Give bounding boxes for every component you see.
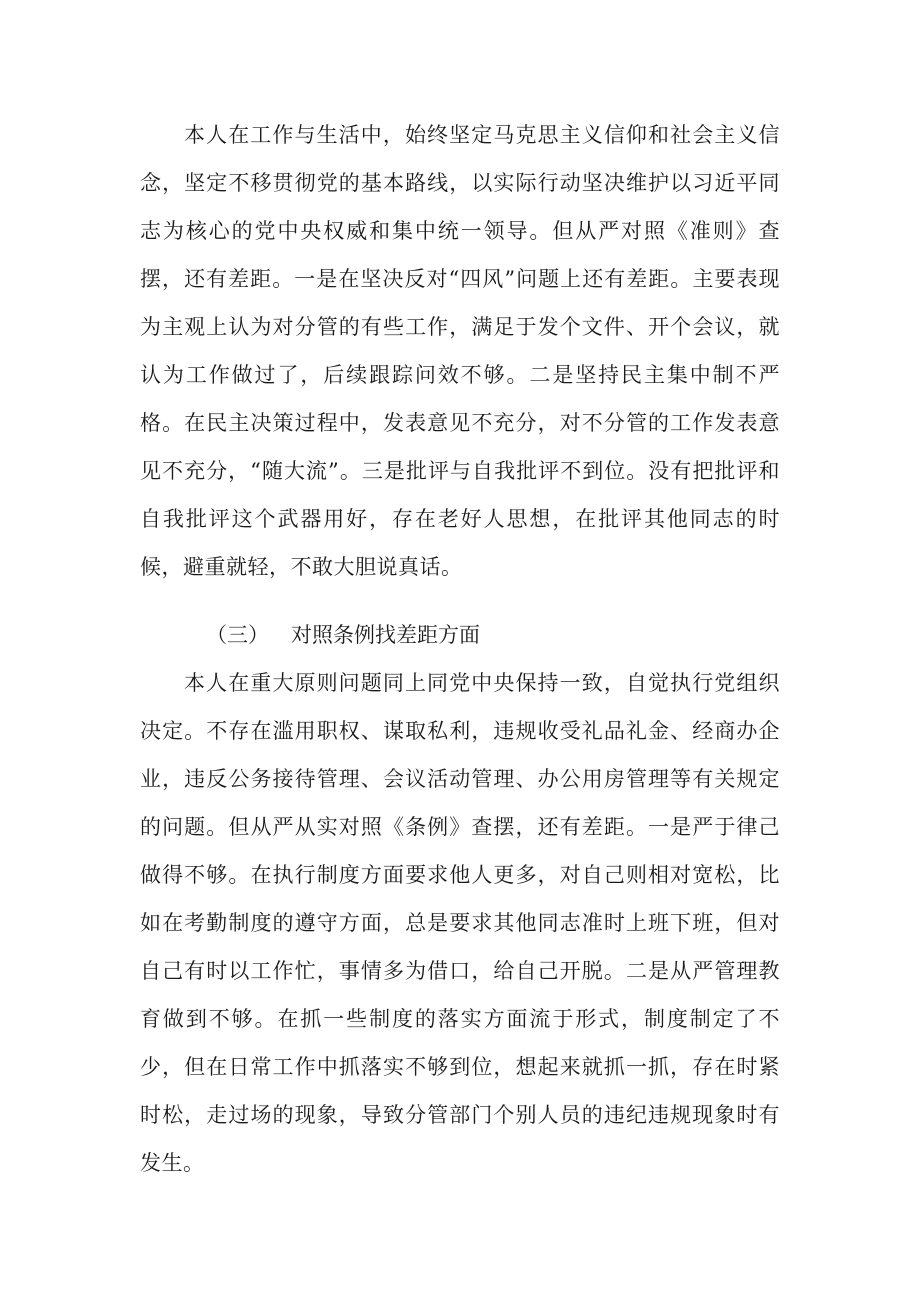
section-title: 对照条例找差距方面 xyxy=(291,623,480,647)
section-heading xyxy=(206,611,480,659)
section-number: （三） xyxy=(206,623,269,647)
body-paragraph: 本人在重大原则问题同上同党中央保持一致，自觉执行党组织决定。不存在滥用职权、谋取私利，违规收受礼品礼金、经商办企业，违反公务接待管理、会议活动管理、办公用房管理等有关规定的问题。但从严从实对照《条例》查摆，还有差距。一是严于律己做得不够。在执行制度方面要求他人更多，对自己则相对宽松，比如在考勤制度的遵守方面，总是要求其他同志准时上班下班，但对自己有时以工作忙，事情多为借口，给自己开脱。二是从严管理教育做到不够。在抓一些制度的落实方面流于形式，制度制定了不少，但在日常工作中抓落实不够到位，想起来就抓一抓，存在时紧时松，走过场的现象，导致分管部门个别人员的违纪违规现象时有发生。 xyxy=(140,671,780,1175)
body-paragraph: 本人在工作与生活中，始终坚定马克思主义信仰和社会主义信念，坚定不移贯彻党的基本路线，以实际行动坚决维护以习近平同志为核心的党中央权威和集中统一领导。但从严对照《准则》查摆，还有差距。一是在坚决反对“四风”问题上还有差距。主要表现为主观上认为对分管的有些工作，满足于发个文件、开个会议，就认为工作做过了，后续跟踪问效不够。二是坚持民主集中制不严格。在民主决策过程中，发表意见不充分，对不分管的工作发表意见不充分，“随大流”。三是批评与自我批评不到位。没有把批评和自我批评这个武器用好，存在老好人思想，在批评其他同志的时候，避重就轻，不敢大胆说真话。 xyxy=(140,123,780,579)
